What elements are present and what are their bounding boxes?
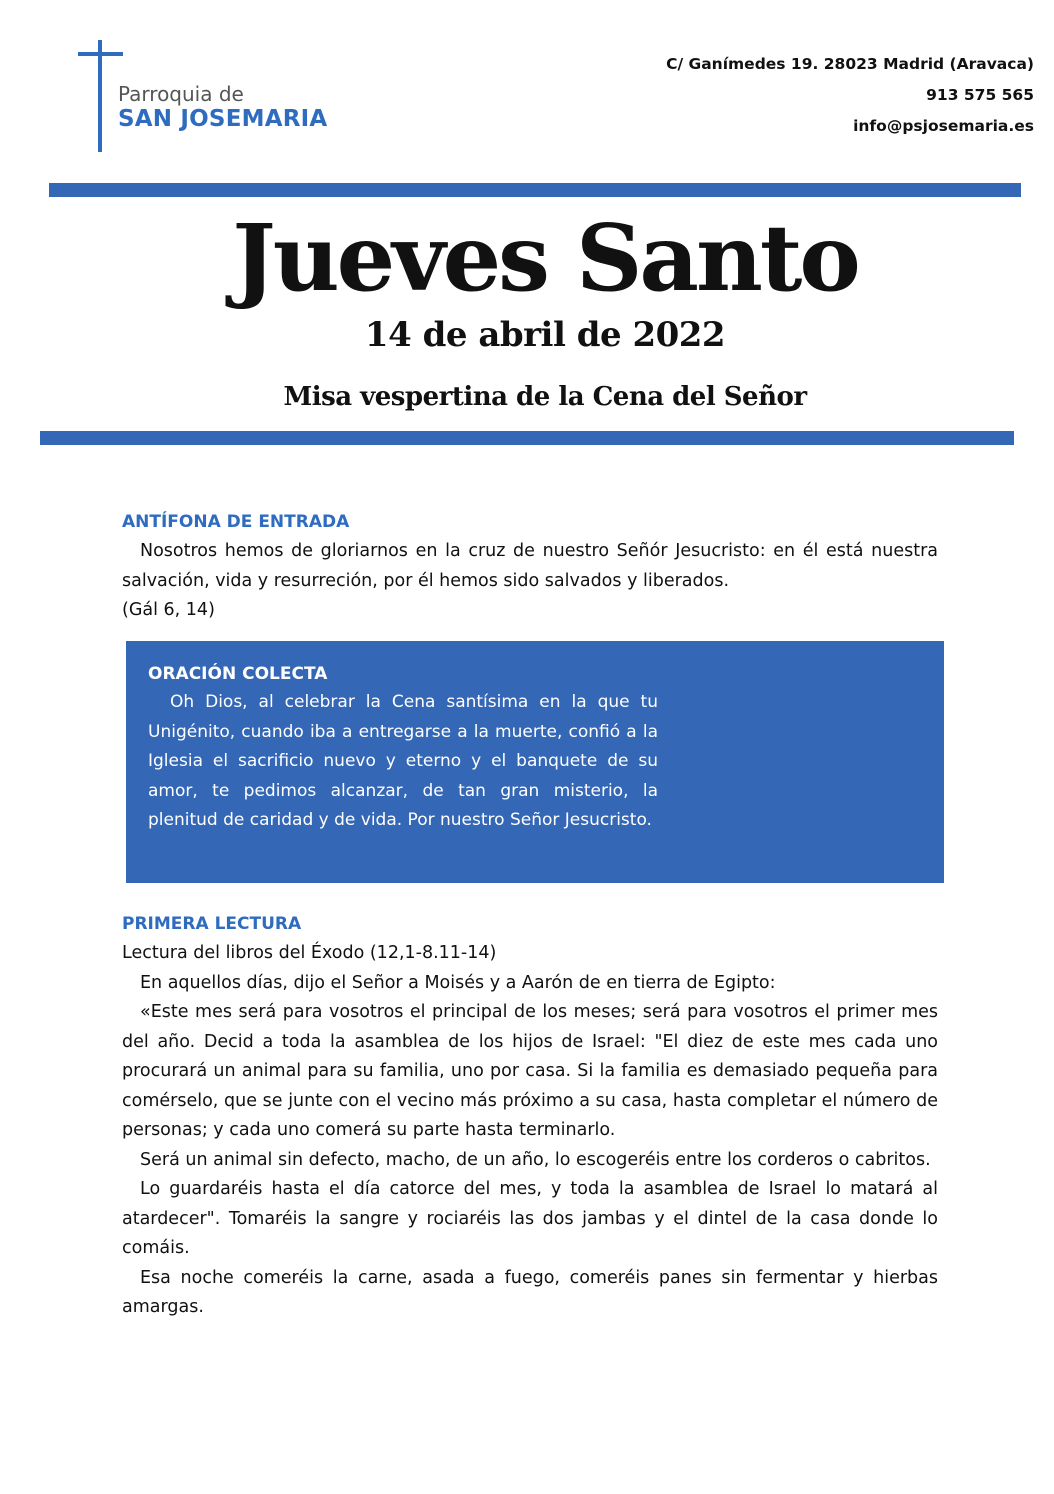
reading-paragraph: En aquellos días, dijo el Señor a Moisés y a Aarón de en tierra de Egipto: — [140, 972, 776, 993]
parish-logo — [78, 40, 338, 152]
contact-info — [666, 52, 1034, 145]
reading-paragraph: Esa noche comeréis la carne, asada a fuego, comeréis panes sin fermentar y hierbas amargas. — [122, 1267, 938, 1317]
logo-text-parroquia: Parroquia de — [118, 82, 244, 106]
reading-paragraph: «Este mes será para vosotros el principal de los meses; será para vosotros el primer mes del año. Decid a toda la asamblea de los hijos de Israel: "El diez de este mes cada uno procurará un animal para su familia, uno por casa. Si la familia es demasiado pequeña para comérselo, que se junte con el vecino más próximo a su casa, hasta completar el número de personas; y cada uno comerá su parte hasta terminarlo. — [122, 1002, 938, 1140]
logo-text-name: SAN JOSEMARIA — [118, 106, 328, 132]
antifona-reference: (Gál 6, 14) — [122, 600, 215, 620]
page-subtitle: Misa vespertina de la Cena del Señor — [283, 382, 807, 412]
antifona-heading: ANTÍFONA DE ENTRADA — [122, 512, 350, 532]
phone: 913 575 565 — [926, 86, 1034, 104]
colecta-text: Oh Dios, al celebrar la Cena santísima en la que tu Unigénito, cuando iba a entregarse a la muerte, confió a la Iglesia el sacrificio nuevo y eterno y el banquete de su amor, te pedimos alcanzar, de tan gran misterio, la plenitud de caridad y de vida. Por nuestro Señor Jesucristo. — [148, 692, 658, 830]
divider-bottom — [40, 431, 1014, 445]
divider-top — [49, 183, 1021, 197]
page-date: 14 de abril de 2022 — [364, 315, 726, 355]
colecta-body — [148, 688, 658, 836]
reading-paragraph: Será un animal sin defecto, macho, de un año, lo escogeréis entre los corderos o cabritos. — [140, 1149, 931, 1170]
reading-source: Lectura del libros del Éxodo (12,1-8.11-14) — [122, 943, 497, 963]
primera-lectura-heading: PRIMERA LECTURA — [122, 914, 302, 934]
colecta-box — [126, 641, 944, 883]
cross-icon — [98, 40, 102, 152]
antifona-body — [122, 537, 938, 626]
colecta-heading: ORACIÓN COLECTA — [148, 664, 328, 684]
page-title: Jueves Santo — [232, 204, 858, 312]
cross-icon-bar — [78, 52, 123, 56]
primera-lectura-body — [122, 939, 938, 1323]
reading-paragraph: Lo guardaréis hasta el día catorce del mes, y toda la asamblea de Israel lo matará al atardecer". Tomaréis la sangre y rociaréis las dos jambas y el dintel de la casa donde lo comáis. — [122, 1179, 938, 1258]
address: C/ Ganímedes 19. 28023 Madrid (Aravaca) — [666, 55, 1034, 73]
antifona-text: Nosotros hemos de gloriarnos en la cruz de nuestro Señór Jesucristo: en él está nuestra salvación, vida y resurreción, por él hemos sido salvados y liberados. — [122, 541, 938, 591]
email: info@psjosemaria.es — [853, 117, 1034, 135]
